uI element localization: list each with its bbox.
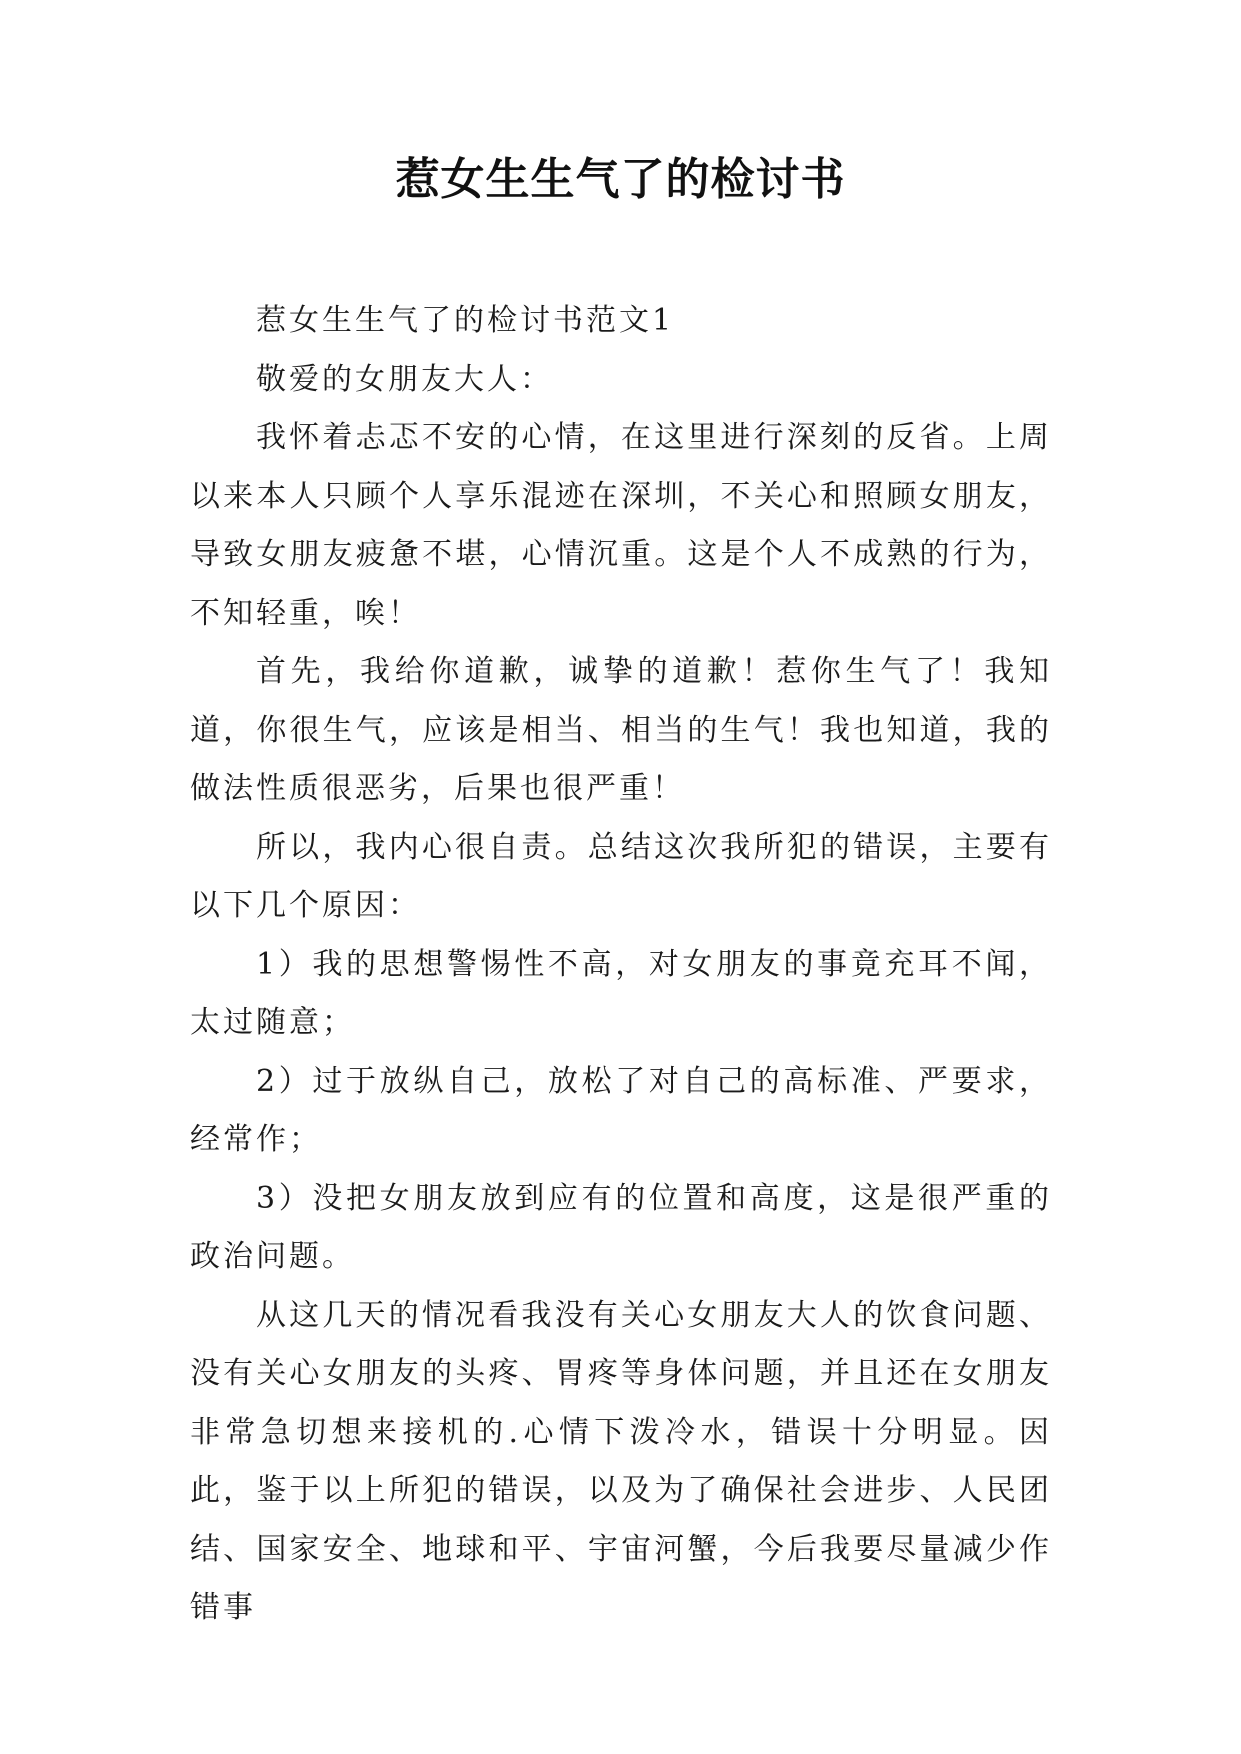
paragraph: 所以，我内心很自责。总结这次我所犯的错误，主要有以下几个原因： — [190, 829, 1052, 923]
list-item: 1）我的思想警惕性不高，对女朋友的事竟充耳不闻，太过随意； — [190, 946, 1052, 1040]
document-title: 惹女生生气了的检讨书 — [395, 154, 846, 205]
document-body — [190, 292, 1052, 1638]
paragraph-heading: 惹女生生气了的检讨书范文1 — [256, 303, 675, 338]
paragraph: 从这几天的情况看我没有关心女朋友大人的饮食问题、没有关心女朋友的头疼、胃疼等身体问题，并且还在女朋友非常急切想来接机的.心情下泼冷水，错误十分明显。因此，鉴于以上所犯的错误，以及为了确保社会进步、人民团结、国家安全、地球和平、宇宙河蟹，今后我要尽量减少作错事 — [190, 1297, 1052, 1625]
paragraph-salutation: 敬爱的女朋友大人： — [256, 361, 553, 397]
list-item: 3）没把女朋友放到应有的位置和高度，这是很严重的政治问题。 — [190, 1180, 1052, 1274]
paragraph: 我怀着忐忑不安的心情，在这里进行深刻的反省。上周以来本人只顾个人享乐混迹在深圳，不关心和照顾女朋友，导致女朋友疲惫不堪，心情沉重。这是个人不成熟的行为，不知轻重，唉！ — [190, 420, 1052, 631]
paragraph: 首先，我给你道歉，诚挚的道歉！惹你生气了！我知道，你很生气，应该是相当、相当的生气！我也知道，我的做法性质很恶劣，后果也很严重！ — [190, 654, 1052, 806]
list-item: 2）过于放纵自己，放松了对自己的高标准、严要求，经常作； — [190, 1063, 1052, 1157]
